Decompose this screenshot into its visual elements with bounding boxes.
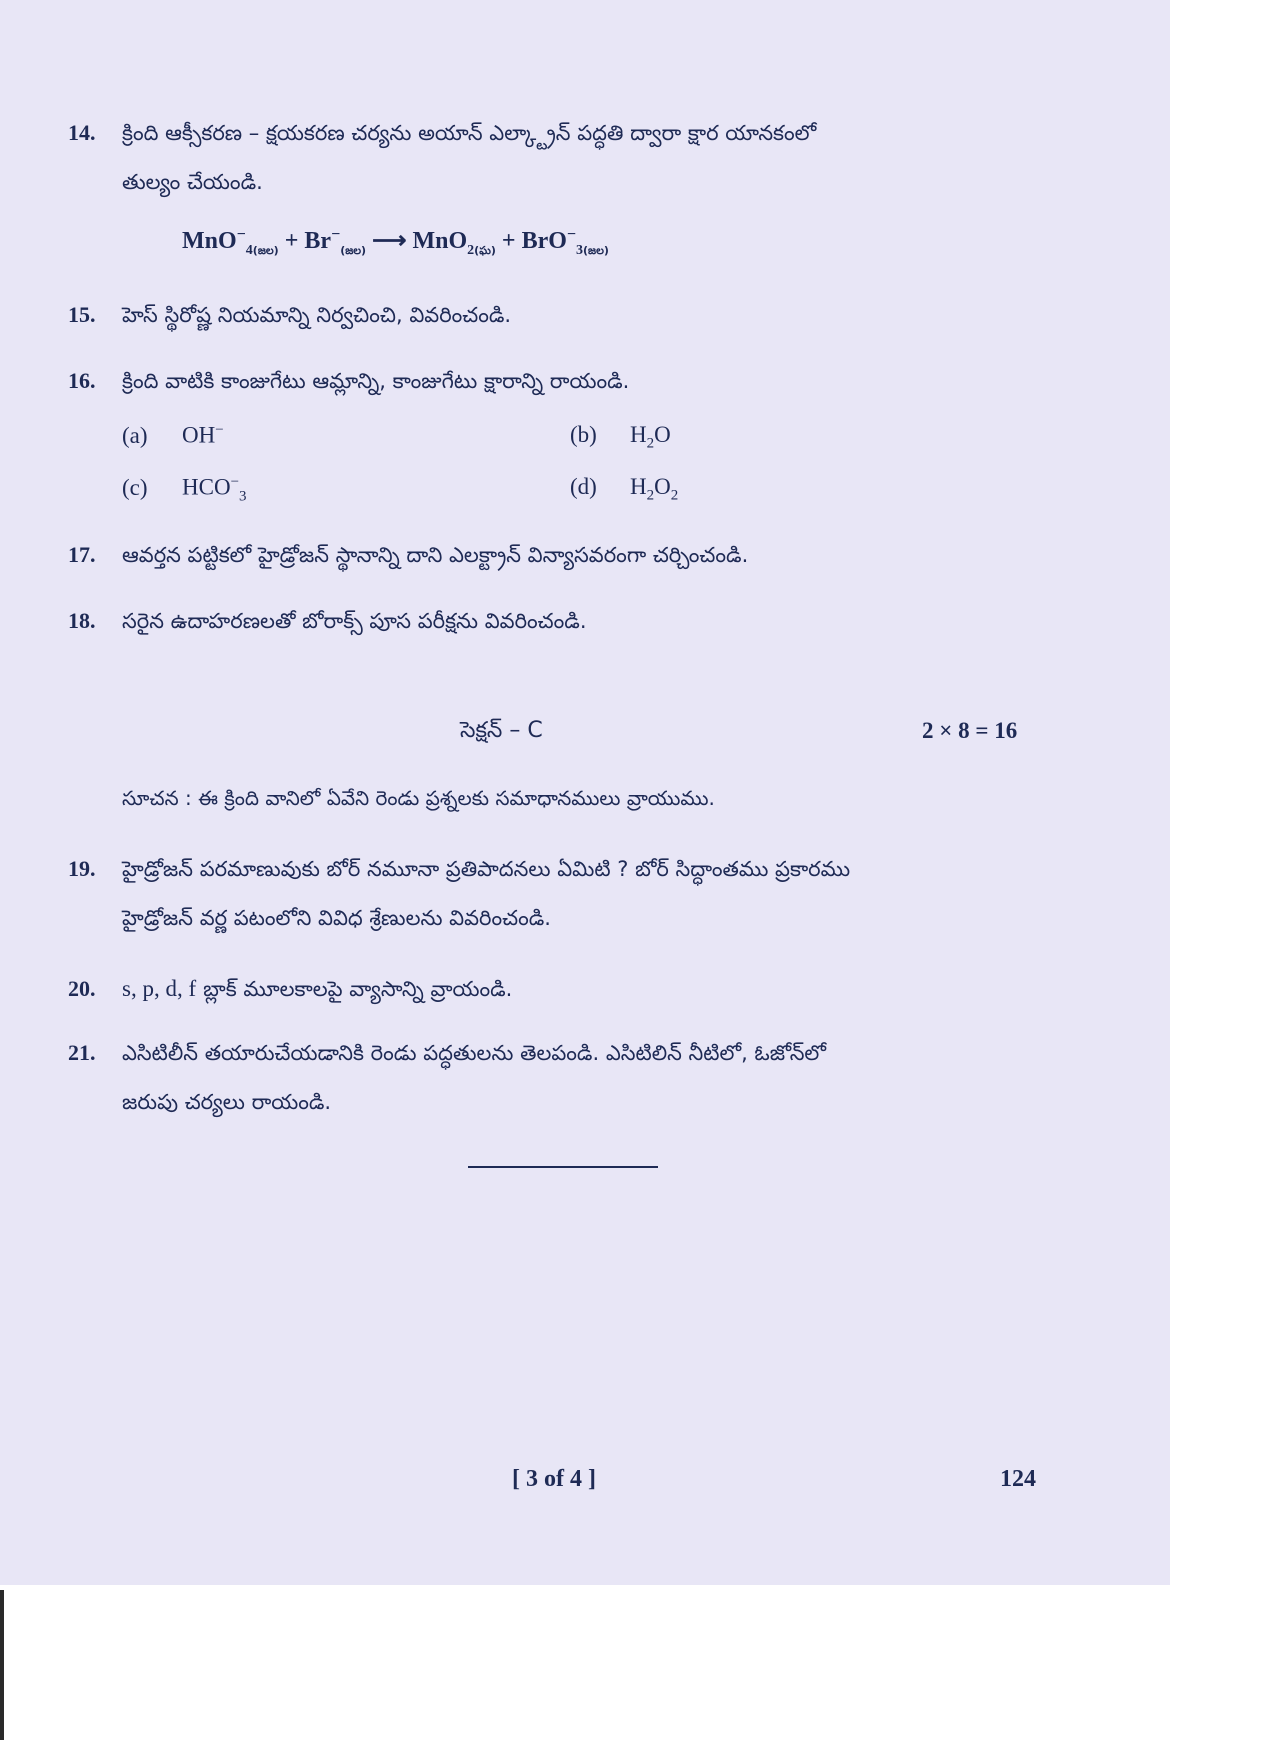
- question-text: క్రింది వాటికి కాంజుగేటు ఆమ్లాన్ని, కాంజుగేటు క్షారాన్ని రాయండి.: [122, 369, 630, 393]
- question-text: ఆవర్తన పట్టికలో హైడ్రోజన్ స్థానాన్ని దాని ఎలక్ట్రాన్ విన్యాసవరంగా చర్చించండి.: [122, 543, 749, 567]
- question-14-continuation: తుల్యం చేయండి.: [122, 170, 263, 194]
- question-20: [68, 972, 512, 1007]
- question-16: [68, 364, 629, 399]
- question-15: [68, 298, 511, 333]
- question-text: ఎసిటిలీన్ తయారుచేయడానికి రెండు పద్ధతులను తెలపండి. ఎసిటిలిన్ నీటిలో, ఓజోన్‌లో: [122, 1041, 827, 1065]
- question-number: 14.: [68, 120, 96, 145]
- section-c-instruction: సూచన : ఈ క్రింది వానిలో ఏవేని రెండు ప్రశ్నలకు సమాధానములు వ్రాయుము.: [122, 786, 715, 810]
- question-number: 17.: [68, 542, 96, 567]
- scan-edge-mark: [0, 1590, 4, 1740]
- question-text: సరైన ఉదాహరణలతో బోరాక్స్ పూస పరీక్షను వివరించండి.: [122, 609, 587, 633]
- question-number: 16.: [68, 368, 96, 393]
- option-d: (d) $H_2O_2$: [570, 474, 679, 504]
- end-divider: [468, 1166, 658, 1168]
- question-14: [68, 116, 816, 151]
- question-number: 15.: [68, 302, 96, 327]
- question-number: 18.: [68, 608, 96, 633]
- question-19-continuation: హైడ్రోజన్ వర్ణ పటంలోని వివిధ శ్రేణులను వివరించండి.: [122, 906, 551, 930]
- reaction-arrow: ⟶: [372, 228, 407, 254]
- question-19: [68, 852, 850, 887]
- redox-equation: $MnO^-_{4(జల)} + Br^-_{(జల)}$ ⟶ MnO$_{2(ఘ)}$ + BrO−$_{3(జల)}$: [182, 226, 609, 258]
- block-letters: s, p, d, f: [122, 976, 197, 1001]
- question-17: [68, 538, 748, 573]
- option-b: (b) $H_2O$: [570, 422, 671, 452]
- option-c: (c) $HCO^-_3$: [122, 474, 247, 505]
- question-text: బ్లాక్ మూలకాలపై వ్యాసాన్ని వ్రాయండి.: [203, 977, 513, 1001]
- question-number: 21.: [68, 1040, 96, 1065]
- question-text: హైడ్రోజన్ పరమాణువుకు బోర్ నమూనా ప్రతిపాదనలు ఏమిటి ? బోర్ సిద్ధాంతము ప్రకారము: [122, 857, 851, 881]
- section-c-marks: 2 × 8 = 16: [922, 718, 1018, 743]
- question-number: 19.: [68, 856, 96, 881]
- question-number: 20.: [68, 976, 96, 1001]
- question-21: [68, 1036, 826, 1071]
- section-c-title: సెక్షన్ – C: [460, 718, 543, 743]
- question-21-continuation: జరుపు చర్యలు రాయండి.: [122, 1090, 332, 1114]
- question-18: [68, 604, 587, 639]
- question-text: హెస్ స్థిరోష్ణ నియమాన్ని నిర్వచించి, వివరించండి.: [122, 303, 512, 327]
- paper-code: 124: [1000, 1466, 1036, 1492]
- page-indicator: [ 3 of 4 ]: [512, 1466, 596, 1492]
- question-text: క్రింది ఆక్సీకరణ – క్షయకరణ చర్యను అయాన్ ఎల్క్ట్రాన్ పద్ధతి ద్వారా క్షార యానకంలో: [122, 121, 817, 145]
- option-a: (a) OH−: [122, 422, 224, 448]
